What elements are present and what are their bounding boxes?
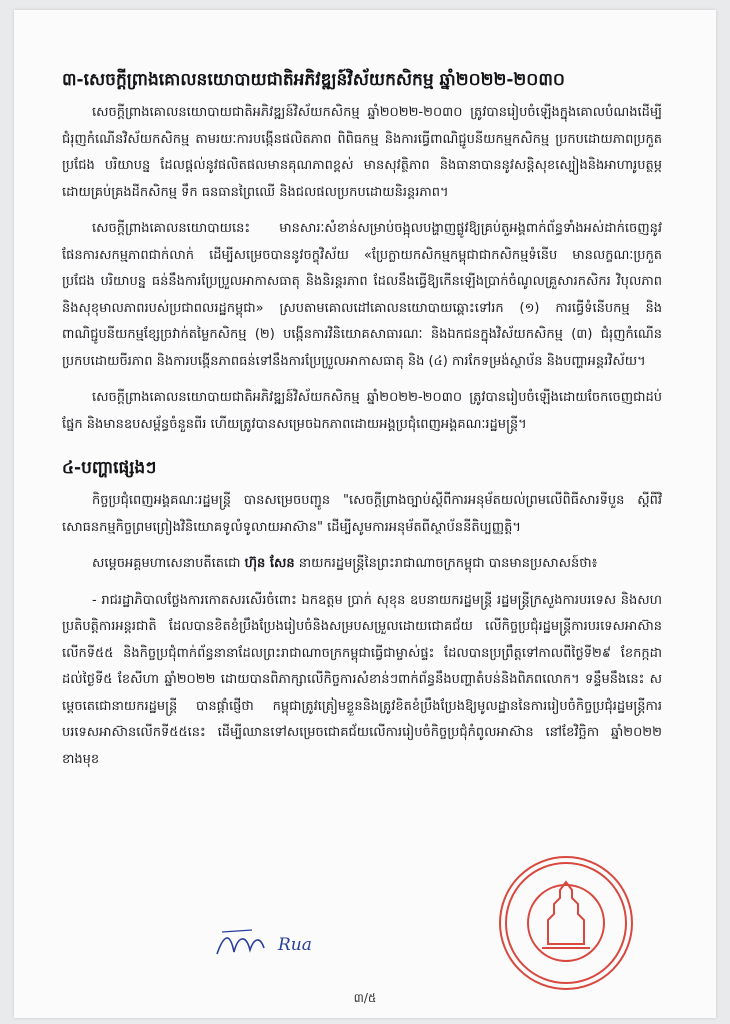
- pm-role: នាយករដ្ឋមន្ត្រីនៃព្រះរាជាណាចក្រកម្ពុជា បានមានប្រសាសន៍ថា៖: [294, 556, 598, 571]
- document-body: [62, 66, 662, 783]
- section-4-paragraph-2: [62, 551, 662, 578]
- section-4-paragraph-1: កិច្ចប្រជុំពេញអង្គគណៈរដ្ឋមន្ត្រី បានសម្រេចបញ្ជូន "សេចក្តីព្រាងច្បាប់ស្តីពីការអនុម័តយល់ព្រមលើពិធីសារទីបួន ស្តីពីវិសោធនកម្មកិច្ចព្រមព្រៀងវិនិយោគទូលំទូលាយអាស៊ាន" ដើម្បីសូមការអនុម័តពីស្ថាប័ននីតិប្បញ្ញត្តិ។: [62, 493, 662, 535]
- section-3-paragraph-3: សេចក្តីព្រាងគោលនយោបាយជាតិអភិវឌ្ឍន៍វិស័យកសិកម្ម ឆ្នាំ២០២២-២០៣០ ត្រូវបានរៀបចំឡើងដោយចែកចេញជាដប់ផ្នែក និងមានឧបសម្ព័ន្ធចំនួនពីរ ហើយត្រូវបានសម្រេចឯកភាពដោយអង្គប្រជុំពេញអង្គគណៈរដ្ឋមន្ត្រី។: [62, 390, 662, 432]
- section-3-paragraph-2: សេចក្តីព្រាងគោលនយោបាយនេះ មានសារៈសំខាន់សម្រាប់ចង្អុលបង្ហាញផ្លូវឱ្យគ្រប់តួអង្គពាក់ព័ន្ធទាំងអស់ដាក់ចេញនូវផែនការសកម្មភាពជាក់លាក់ ដើម្បីសម្រេចបាននូវចក្ខុវិស័យ «ប្រែក្លាយកសិកម្មកម្ពុជាជាកសិកម្មទំនើប មានលក្ខណៈប្រកួតប្រជែង បរិយាបន្ន ធន់នឹងការប្រែប្រួលអាកាសធាតុ និងនិរន្តរភាព ដែលនឹងធ្វើឱ្យកើនឡើងប្រាក់ចំណូលគ្រួសារកសិករ វិបុលភាព និងសុខុមាលភាពរបស់ប្រជាពលរដ្ឋកម្ពុជា» ស្របតាមគោលដៅគោលនយោបាយឆ្ពោះទៅរក (១) ការធ្វើទំនើបកម្ម និងពាណិជ្ជូបនីយកម្មខ្សែច្រវាក់តម្លៃកសិកម្ម (២) បង្កើនការវិនិយោគសាធារណៈ និងឯកជនក្នុងវិស័យកសិកម្ម (៣) ជំរុញកំណើនប្រកបដោយចីរភាព និងការបង្កើនភាពធន់ទៅនឹងការប្រែប្រួលអាកាសធាតុ និង (៤) ការកែទម្រង់ស្ថាប័ន និងបញ្ហាអន្តរវិស័យ។: [62, 221, 662, 369]
- section-3-heading: ៣-សេចក្តីព្រាងគោលនយោបាយជាតិអភិវឌ្ឍន៍វិស័យកសិកម្ម ឆ្នាំ២០២២-២០៣០: [62, 70, 565, 90]
- official-seal: [496, 848, 636, 998]
- pm-name: ហ៊ុន សែន: [244, 556, 295, 571]
- page-number: ៣/៥: [353, 991, 377, 1005]
- handwritten-signature: [212, 924, 322, 964]
- pm-title: សម្តេចអគ្គមហាសេនាបតីតេជោ: [92, 556, 245, 571]
- section-4-bullet: - រាជរដ្ឋាភិបាលថ្លែងការកោតសរសើរចំពោះ ឯកឧត្តម ប្រាក់ សុខុន ឧបនាយករដ្ឋមន្ត្រី រដ្ឋមន្ត្រីក្រសួងការបរទេស និងសហប្រតិបត្តិការអន្តរជាតិ ដែលបានខិតខំប្រឹងប្រែងរៀបចំនិងសម្របសម្រួលដោយជោគជ័យ លើកិច្ចប្រជុំរដ្ឋមន្ត្រីការបរទេសអាស៊ានលើកទី៥៥ និងកិច្ចប្រជុំពាក់ព័ន្ធនានាដែលព្រះរាជាណាចក្រកម្ពុជាធ្វើជាម្ចាស់ផ្ទះ ដែលបានប្រព្រឹត្តទៅកាលពីថ្ងៃទី២៩ ខែកក្កដា ដល់ថ្ងៃទី៥ ខែសីហា ឆ្នាំ២០២២ ដោយបានពិភាក្សាលើកិច្ចការសំខាន់ៗពាក់ព័ន្ធនឹងបញ្ហាតំបន់និងពិភពលោក។ ទន្ទឹមនឹងនេះ សម្តេចតេជោនាយករដ្ឋមន្ត្រី បានផ្តាំផ្ញើថា កម្ពុជាត្រូវត្រៀមខ្លួននិងត្រូវខិតខំប្រឹងប្រែងឱ្យ​មូលដ្ឋាននៃការរៀបចំកិច្ចប្រជុំរដ្ឋមន្ត្រីការបរទេសអាស៊ានលើកទី៥៥នេះ ដើម្បីឈានទៅសម្រេចជោគជ័យលើការរៀបចំកិច្ចប្រជុំកំពូលអាស៊ាន នៅខែវិច្ឆិកា ឆ្នាំ២០២២ ខាងមុខ: [62, 592, 662, 767]
- signature-text: Rua: [278, 935, 312, 955]
- section-3-paragraph-1: សេចក្តីព្រាងគោលនយោបាយជាតិអភិវឌ្ឍន៍វិស័យកសិកម្ម ឆ្នាំ២០២២-២០៣០ ត្រូវបានរៀបចំឡើងក្នុងគោលបំណងដើម្បីជំរុញកំណើនវិស័យកសិកម្ម តាមរយៈការបង្កើនផលិតភាព ពិពិធកម្ម និងការធ្វើពាណិជ្ជូបនីយកម្មកសិកម្ម ប្រកបដោយភាពប្រកួតប្រជែង បរិយាបន្ន ដែលផ្តល់នូវផលិតផលមានគុណភាពខ្ពស់ មានសុវត្ថិភាព និងធានាបាននូវសន្តិសុខស្បៀងនិងអាហារូបត្ថម្ភ ដោយគ្រប់គ្រងដីកសិកម្ម ទឹក ធនធានព្រៃឈើ និងជលផលប្រកបដោយនិរន្តរភាព។: [62, 105, 662, 200]
- section-4-heading: ៤-បញ្ហាផ្សេងៗ: [62, 458, 157, 478]
